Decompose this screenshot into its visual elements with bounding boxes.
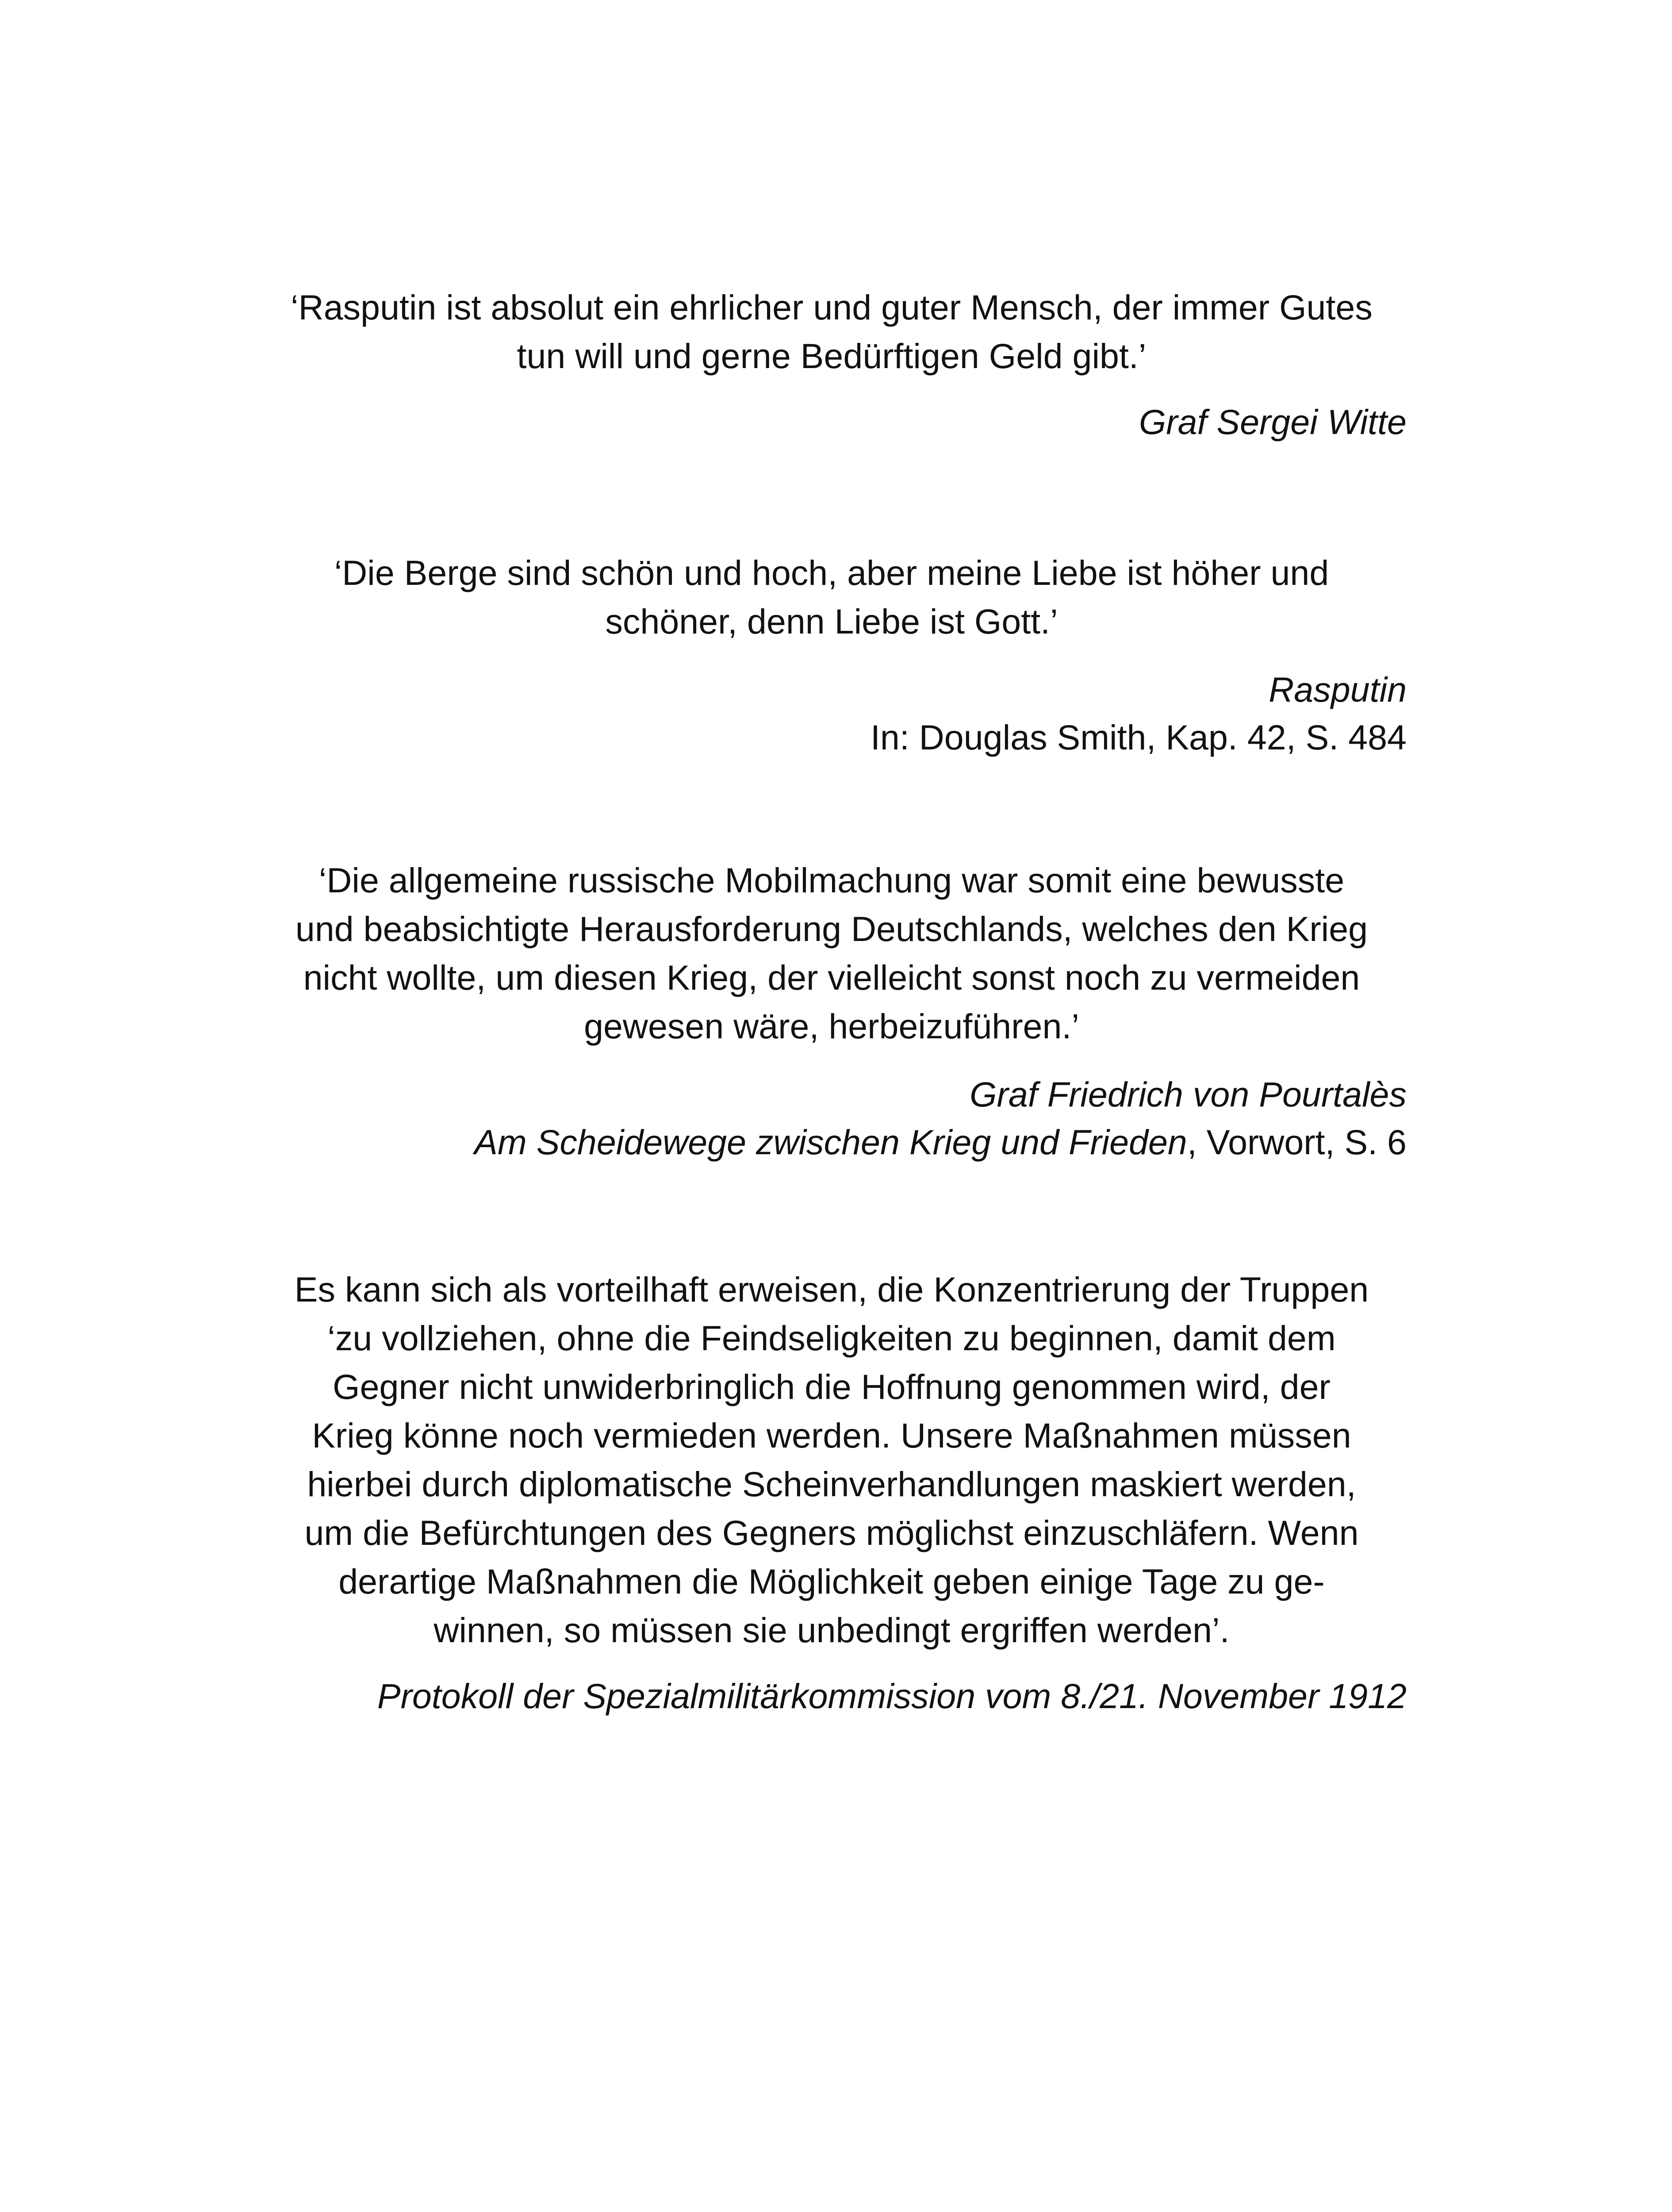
epigraph-protokoll [257, 1265, 1407, 1720]
quote-line: und beabsichtigte Herausforderung Deutschlands, welches den Krieg [295, 909, 1368, 949]
source-title: Am Scheidewege zwischen Krieg und Frieden [474, 1122, 1187, 1162]
quote-line: Es kann sich als vorteilhaft erweisen, die Konzentrierung der Truppen [294, 1270, 1369, 1309]
quote-line: tun will und gerne Bedürftigen Geld gibt.’ [517, 336, 1147, 376]
quote-text [257, 283, 1407, 380]
quote-line: nicht wollte, um diesen Krieg, der vielleicht sonst noch zu vermeiden [303, 958, 1360, 997]
quote-attribution: Graf Friedrich von Pourtalès [970, 1075, 1407, 1114]
quote-line: um die Befürchtungen des Gegners möglichst einzuschläfern. Wenn [304, 1513, 1359, 1552]
quote-line: Gegner nicht unwiderbringlich die Hoffnung genommen wird, der [333, 1367, 1331, 1406]
quote-attribution: Rasputin [1269, 670, 1407, 709]
quote-attribution: Graf Sergei Witte [1139, 402, 1407, 442]
quote-line: hierbei durch diplomatische Scheinverhandlungen maskiert werden, [307, 1464, 1356, 1504]
epigraph-pourtales [257, 856, 1407, 1166]
quote-attribution: Protokoll der Spezialmilitärkommission vom 8./21. November 1912 [377, 1676, 1407, 1716]
quote-line: schöner, denn Liebe ist Gott.’ [605, 602, 1058, 641]
quote-line: ‘Die allgemeine russische Mobilmachung war somit eine bewusste [318, 860, 1345, 900]
quote-line: gewesen wäre, herbeizuführen.’ [584, 1006, 1079, 1046]
quote-line: ‘Rasputin ist absolut ein ehrlicher und guter Mensch, der immer Gutes [291, 288, 1373, 327]
quote-line: Krieg könne noch vermieden werden. Unsere Maßnahmen müssen [312, 1416, 1351, 1455]
quote-text [257, 549, 1407, 646]
quote-text [257, 1265, 1407, 1655]
quote-text [257, 856, 1407, 1051]
epigraph-rasputin [257, 549, 1407, 761]
epigraph-witte [257, 283, 1407, 446]
quote-source: In: Douglas Smith, Kap. 42, S. 484 [870, 718, 1407, 757]
quote-source [257, 1118, 1407, 1166]
source-detail: , Vorwort, S. 6 [1187, 1122, 1407, 1162]
quote-line: ‘zu vollziehen, ohne die Feindseligkeiten zu beginnen, damit dem [327, 1318, 1336, 1358]
quote-line: derartige Maßnahmen die Möglichkeit geben einige Tage zu ge- [338, 1562, 1325, 1601]
quote-line: ‘Die Berge sind schön und hoch, aber meine Liebe ist höher und [334, 553, 1329, 592]
quote-line: winnen, so müssen sie unbedingt ergriffen werden’. [433, 1610, 1230, 1650]
